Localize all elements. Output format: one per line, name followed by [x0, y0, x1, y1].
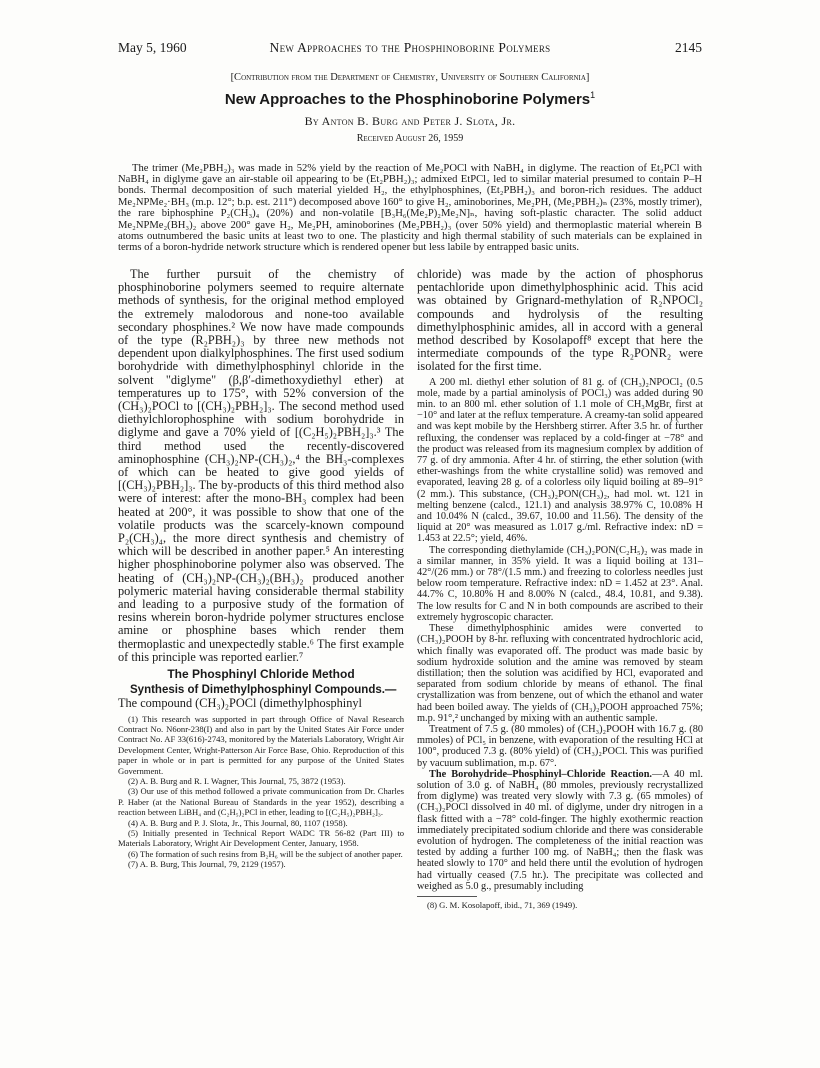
paper-title-text: New Approaches to the Phosphinoborine Polymers [224, 91, 591, 108]
reaction-text: —A 40 ml. solution of 3.0 g. of NaBH₄ (80 mmoles, previously recrystallized from diglyme) was treated very slowly with 7.3 g. (65 mmoles) of (CH₃)₂POCl dissolved in 40 ml. of diglyme, under dry nitrogen in a flask fitted with a −78° cold-finger. The highly exothermic reaction immediately precipitated sodium chloride and there was considerable evolution of hydrogen. The completeness of the initial reaction was tested by adding a further 100 mg. of NaBH₄; then the flask was heated slowly to 170° and held there until the evolution of hydrogen had virtually ceased (7.5 hr.). The precipitate was collected and weighed as 5.0 g., presumably including [417, 768, 703, 892]
footnote: (2) A. B. Burg and R. I. Wagner, This Journal, 75, 3872 (1953). [128, 775, 346, 786]
subsection-heading: Synthesis of Dimethylphosphinyl Compounds.— [130, 684, 397, 697]
left-column [118, 268, 404, 870]
subsection-paragraph [118, 683, 404, 710]
header-page-number: 2145 [675, 40, 702, 55]
running-header [118, 40, 702, 60]
footnote: (7) A. B. Burg, This Journal, 79, 2129 (1957). [128, 859, 286, 870]
affiliation: [Contribution from the Department of Chemistry, University of Southern California] [230, 72, 590, 83]
footnote: (8) G. M. Kosolapoff, ibid., 71, 369 (1949). [427, 899, 578, 910]
experimental-paragraph [417, 769, 703, 892]
intro-paragraph: The further pursuit of the chemistry of phosphinoborine polymers seemed to require alternate methods of synthesis, for the original method employed the extremely malodorous and none-too available secondary phosphines.² We now have made compounds of the type (R₂PBH₂)₃ by three new methods not dependent upon dialkylphosphines. The first used sodium borohydride with dimethylphosphinyl chloride in the solvent "diglyme" (β,β′-dimethoxydiethyl ether) at temperatures up to 175°, with 52% conversion of the (CH₃)₂POCl to [(CH₃)₂PBH₂]₃. The second method used diethylchlorophosphine with sodium borohydride in diglyme and gave a 70% yield of [(C₂H₅)₂PBH₂]₃.³ The third method used the recently-discovered aminophosphine (CH₃)₂NP-(CH₃)₂,⁴ the BH₃-complexes of which can be heated to give good yields of [(CH₃)₂PBH₂]₃. The by-products of this third method also were of interest: after the mono-BH₃ complex had been heated at 200°, it was possible to show that one of the volatile products was the scarcely-known compound P₂(CH₃)₄, the more direct synthesis and chemistry of which will be described in another paper.⁵ An interesting higher phosphinoborine polymer also was observed. The heating of (CH₃)₂NP-(CH₃)₂(BH₃)₂ produced another polymeric material having considerable thermal stability and leading to a purposive study of the formation of resins wherein boron-hydride polymer structures enclose amine or phosphine bases which render them thermoplastic and unexpectedly stable.⁶ The first example of this principle was reported earlier.⁷ [118, 267, 404, 664]
header-running-title: New Approaches to the Phosphinoborine Polymers [269, 40, 551, 55]
title-footnote-mark: 1 [590, 90, 596, 100]
paper-title [118, 90, 702, 108]
continuation-paragraph: chloride) was made by the action of phosphorus pentachloride upon dimethylphosphinic acid. This acid was obtained by Grignard-methylation of R₂NPOCl₂ compounds and hydrolysis of the resulting dimethylphosphinic amides, all in accord with a general method described by Kosolapoff⁸ except that here the intermediate compounds of the type R₂PONR₂ were isolated for the first time. [417, 267, 703, 374]
experimental-paragraph: A 200 ml. diethyl ether solution of 81 g. of (CH₃)₂NPOCl₂ (0.5 mole, made by a partial aminolysis of POCl₃) was added during 90 min. to an 800 ml. ether solution of 1.1 mole of CH₃MgBr, first at −10° and later at the reflux temperature. A creamy-tan solid appeared and was kept mobile by the Hershberg stirrer. After 3.5 hr. of further refluxing, the condenser was replaced by a cold-finger at −78° and the product was released from its magnesium complex by addition of 77 g. of dry ammonia. After 4 hr. of stirring, the ether solution (with ether-washings from the white crystalline solid) was removed and evaporated, leaving 28 g. of a colorless oily liquid boiling at 89–91° (2 mm.). This substance, (CH₃)₂PON(CH₃)₂, had mol. wt. 121 in melting benzene (calcd., 121.1) and analysis 38.97% C, 10.08% H and 10.04% N (calcd., 39.67, 10.00 and 11.56). The density of the liquid at 20° was measured as 1.017 g./ml. Refractive index: nD = 1.453 at 22.5°; yield, 46%. [417, 376, 703, 545]
experimental-paragraph: These dimethylphosphinic amides were converted to (CH₃)₂POOH by 8-hr. refluxing with concentrated hydrochloric acid, which finally was evaporated off. The product was made basic by sodium hydroxide solution and the amine was removed by steam distillation; then the solution was acidified by HCl, evaporated and separated from sodium chloride by means of ethanol. The final crystallization was from benzene, out of which the ethanol and water had been boiled away. The yields of (CH₃)₂POOH approached 75%; m.p. 91°,² unchanged by mixing with an authentic sample. [417, 623, 703, 724]
footnote: (5) Initially presented in Technical Report WADC TR 56-82 (Part III) to Materials Laboratory, Wright Air Development Center, January, 1958. [118, 827, 404, 849]
received-date: Received August 26, 1959 [356, 133, 464, 144]
footnote-rule [417, 896, 477, 897]
section-heading: The Phosphinyl Chloride Method [167, 667, 355, 682]
right-column [417, 268, 703, 910]
subsection-text: The compound (CH₃)₂POCl (dimethylphosphinyl [118, 696, 362, 711]
abstract: The trimer (Me₂PBH₂)₃ was made in 52% yield by the reaction of Me₂POCl with NaBH₄ in diglyme. The reaction of Et₂PCl with NaBH₄ in diglyme gave an air-stable oil appearing to be (Et₂PBH₂)₃; admixed EtPCl₂ led to similar material presumed to contain P–H bonds. Thermal decomposition of such material yielded H₂, the ethylphosphines, (Et₂PBH₂)₃ and boron-rich residues. The adduct Me₂NPMe₂·BH₃ (m.p. 12°; b.p. est. 211°) decomposed above 160° to give H₂, aminoborines, Me₂PH, (Me₂PBH₂)ₙ (23%, mostly trimer), the rare biphosphine P₂(CH₃)₄ (20%) and non-volatile [B₃H₆(Me₂P)₂Me₂N]ₙ, having soft-plastic character. The solid adduct Me₂NPMe₂(BH₃)₂ above 200° gave H₂, Me₂PH, aminoborines (Me₂PBH₂)₃ (over 50% yield) and thermoplastic material wherein B atoms outnumbered the basic units at least two to one. The plasticity and high thermal stability of such materials can be explained in terms of a boron-hydride network structure which is rendered opener but less labile by entrapped basic units. [118, 162, 702, 254]
footnote: (3) Our use of this method followed a private communication from Dr. Charles P. Haber (at the National Bureau of Standards in the year 1952), describing a reaction between LiBH₄ and (C₂H₅)₂PCl in ether, leading to [(C₂H₅)₂PBH₂]₃. [118, 786, 404, 818]
reaction-heading: The Borohydride–Phosphinyl–Chloride Reaction. [429, 768, 653, 780]
footnote: (4) A. B. Burg and P. J. Slota, Jr., This Journal, 80, 1107 (1958). [128, 817, 348, 828]
header-date: May 5, 1960 [118, 40, 187, 55]
experimental-paragraph: The corresponding diethylamide (CH₃)₂PON(C₂H₅)₂ was made in a similar manner, in 35% yield. It was a liquid boiling at 131–42°/(26 mm.) or 78°/(1.5 mm.) and freezing to colorless needles just below room temperature. Refractive index: nD = 1.452 at 23°. Anal. 44.7% C, 10.80% H and 8.00% N (calcd., 48.4, 10.81, and 9.38). The low results for C and N in both compounds are ascribed to their extremely hygroscopic character. [417, 544, 703, 623]
authors: By Anton B. Burg and Peter J. Slota, Jr. [304, 114, 516, 128]
experimental-paragraph: Treatment of 7.5 g. (80 mmoles) of (CH₃)₂POOH with 16.7 g. (80 mmoles) of PCl₅ in benzene, with evaporation of the resulting HCl at 100°, produced 7.3 g. (80% yield) of (CH₃)₂POCl. This was purified by vacuum sublimation, m.p. 67°. [417, 723, 703, 769]
footnote: (1) This research was supported in part through Office of Naval Research Contract No. N6onr-238(I) and also in part by the United States Air Force under Contract No. AF 33(616)-2743, monitored by the Materials Laboratory, Wright Air Development Center, Wright-Patterson Air Force Base, Ohio. Reproduction of this paper in whole or in part is permitted for any purpose of the United States Government. [118, 713, 404, 776]
footnote: (6) The formation of such resins from B₂H₆ will be the subject of another paper. [128, 848, 403, 859]
